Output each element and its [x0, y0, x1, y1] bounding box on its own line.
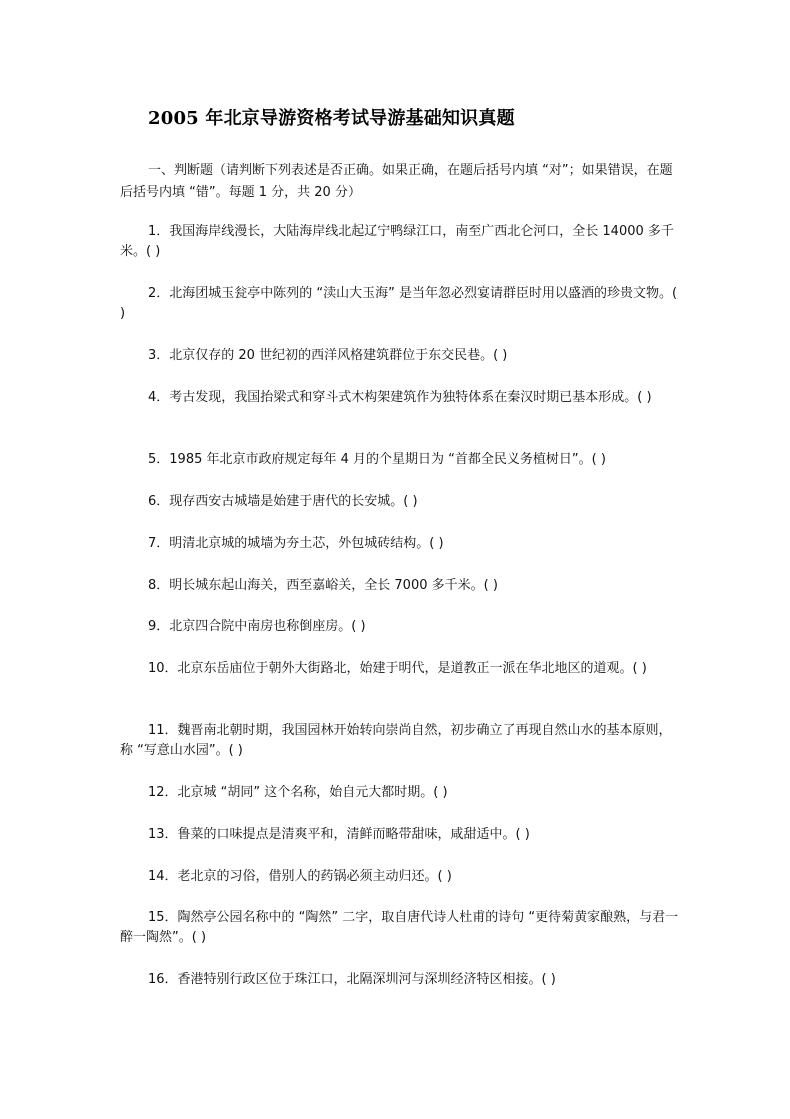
question-item: 16．香港特别行政区位于珠江口，北隔深圳河与深圳经济特区相接。( ) [148, 972, 556, 987]
document-title: 2005 年北京导游资格考试导游基础知识真题 [148, 108, 515, 129]
question-item: 6．现存西安古城墙是始建于唐代的长安城。( ) [148, 494, 418, 509]
question-item: 2．北海团城玉瓮亭中陈列的 “渎山大玉海” 是当年忽必烈宴请群臣时用以盛酒的珍贵文物。( ) [120, 286, 678, 321]
section-intro: 一、判断题（请判断下列表述是否正确。如果正确，在题后括号内填 “对”；如果错误，在题后括号内填 “错”。每题 1 分，共 20 分） [120, 163, 673, 200]
question-item: 15．陶然亭公园名称中的 “陶然” 二字，取自唐代诗人杜甫的诗句 “更待菊黄家酿熟，与君一醉一陶然”。( ) [120, 910, 679, 945]
question-item: 5．1985 年北京市政府规定每年 4 月的个星期日为 “首都全民义务植树日”。( ) [148, 452, 606, 467]
question-item: 9．北京四合院中南房也称倒座房。( ) [148, 619, 366, 634]
question-item: 14．老北京的习俗，借别人的药锅必须主动归还。( ) [148, 869, 452, 884]
question-item: 8．明长城东起山海关，西至嘉峪关，全长 7000 多千米。( ) [148, 578, 498, 593]
question-item: 13．鲁菜的口味提点是清爽平和，清鲜而略带甜味，咸甜适中。( ) [148, 827, 530, 842]
question-item: 3．北京仅存的 20 世纪初的西洋风格建筑群位于东交民巷。( ) [148, 348, 508, 363]
question-item: 4．考古发现，我国抬梁式和穿斗式木构架建筑作为独特体系在秦汉时期已基本形成。( ) [148, 390, 652, 405]
question-item: 12．北京城 “胡同” 这个名称，始自元大都时期。( ) [148, 785, 448, 800]
question-item: 1．我国海岸线漫长，大陆海岸线北起辽宁鸭绿江口，南至广西北仑河口，全长 14000 多千米。( ) [120, 224, 674, 259]
question-item: 10．北京东岳庙位于朝外大街路北，始建于明代，是道教正一派在华北地区的道观。( ) [148, 661, 647, 676]
question-item: 11．魏晋南北朝时期，我国园林开始转向崇尚自然，初步确立了再现自然山水的基本原则，称 “写意山水园”。( ) [120, 723, 672, 758]
question-item: 7．明清北京城的城墙为夯土芯，外包城砖结构。( ) [148, 536, 444, 551]
